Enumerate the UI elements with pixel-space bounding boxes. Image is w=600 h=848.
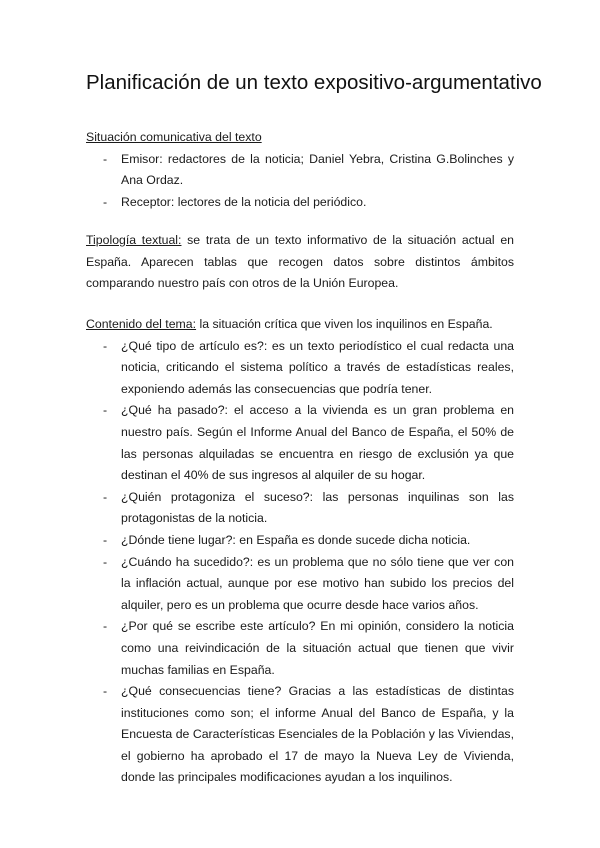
list-item: [86, 681, 514, 789]
situacion-item-emisor: Emisor: redactores de la noticia; Daniel Yebra, Cristina G.Bolinches y Ana Ordaz.: [121, 151, 514, 188]
tipologia-text: se trata de un texto informativo de la situación actual en España. Aparecen tablas que recogen datos sobre distintos ámbitos comparando nuestro país con otros de la Unión Europea.: [86, 233, 514, 291]
list-item: [86, 530, 514, 552]
dash-bullet: -: [103, 532, 108, 547]
contenido-item-donde: ¿Dónde tiene lugar?: en España es donde sucede dicha noticia.: [121, 532, 471, 547]
contenido-heading: Contenido del tema:: [86, 317, 197, 331]
dash-bullet: -: [103, 489, 108, 504]
contenido-item-consecuencias: ¿Qué consecuencias tiene? Gracias a las estadísticas de distintas instituciones como son; el informe Anual del Banco de España, y la Encuesta de Características Esenciales de la Población y las Viviendas, el gobierno ha aprobado el 17 de mayo la Nueva Ley de Vivienda, donde las principales modificaciones ayudan a los inquilinos.: [121, 684, 514, 785]
contenido-text: la situación crítica que viven los inquilinos en España.: [196, 317, 493, 331]
section-contenido-tema: [86, 314, 514, 789]
dash-bullet: -: [103, 619, 108, 634]
contenido-item-cuando: ¿Cuándo ha sucedido?: es un problema que no sólo tiene que ver con la inflación actual, aunque por ese motivo han subido los precios del alquiler, pero es un problema que ocurre desde hace varios años.: [121, 554, 514, 612]
dash-bullet: -: [103, 338, 108, 353]
contenido-item-quien: ¿Quién protagoniza el suceso?: las personas inquilinas son las protagonistas de la noticia.: [121, 489, 514, 526]
dash-bullet: -: [103, 151, 108, 166]
list-item: [86, 616, 514, 681]
situacion-list: [86, 149, 514, 214]
contenido-item-porque: ¿Por qué se escribe este artículo? En mi opinión, considero la noticia como una reivindicación de la situación actual que tienen que vivir muchas familias en España.: [121, 619, 514, 677]
list-item: [86, 487, 514, 530]
list-item: [86, 149, 514, 192]
document-title: Planificación de un texto expositivo-argumentativo: [86, 71, 542, 94]
situacion-item-receptor: Receptor: lectores de la noticia del periódico.: [121, 194, 367, 209]
dash-bullet: -: [103, 403, 108, 418]
dash-bullet: -: [103, 194, 108, 209]
contenido-list: [86, 336, 514, 789]
contenido-item-que: ¿Qué ha pasado?: el acceso a la vivienda es un gran problema en nuestro país. Según el Informe Anual del Banco de España, el 50% de las personas alquiladas se encuentra en riesgo de exclusión ya que destinan el 40% de sus ingresos al alquiler de su hogar.: [121, 403, 514, 483]
section-tipologia-textual: [86, 230, 514, 295]
section-situacion-comunicativa: [86, 127, 514, 213]
contenido-item-tipo: ¿Qué tipo de artículo es?: es un texto periodístico el cual redacta una noticia, criticando el sistema político a través de estadísticas reales, exponiendo además las consecuencias que podría tener.: [121, 338, 514, 396]
dash-bullet: -: [103, 684, 108, 699]
dash-bullet: -: [103, 554, 108, 569]
list-item: [86, 192, 514, 214]
situacion-heading: Situación comunicativa del texto: [86, 130, 262, 144]
list-item: [86, 336, 514, 401]
tipologia-heading: Tipología textual:: [86, 233, 182, 247]
list-item: [86, 552, 514, 617]
list-item: [86, 400, 514, 486]
